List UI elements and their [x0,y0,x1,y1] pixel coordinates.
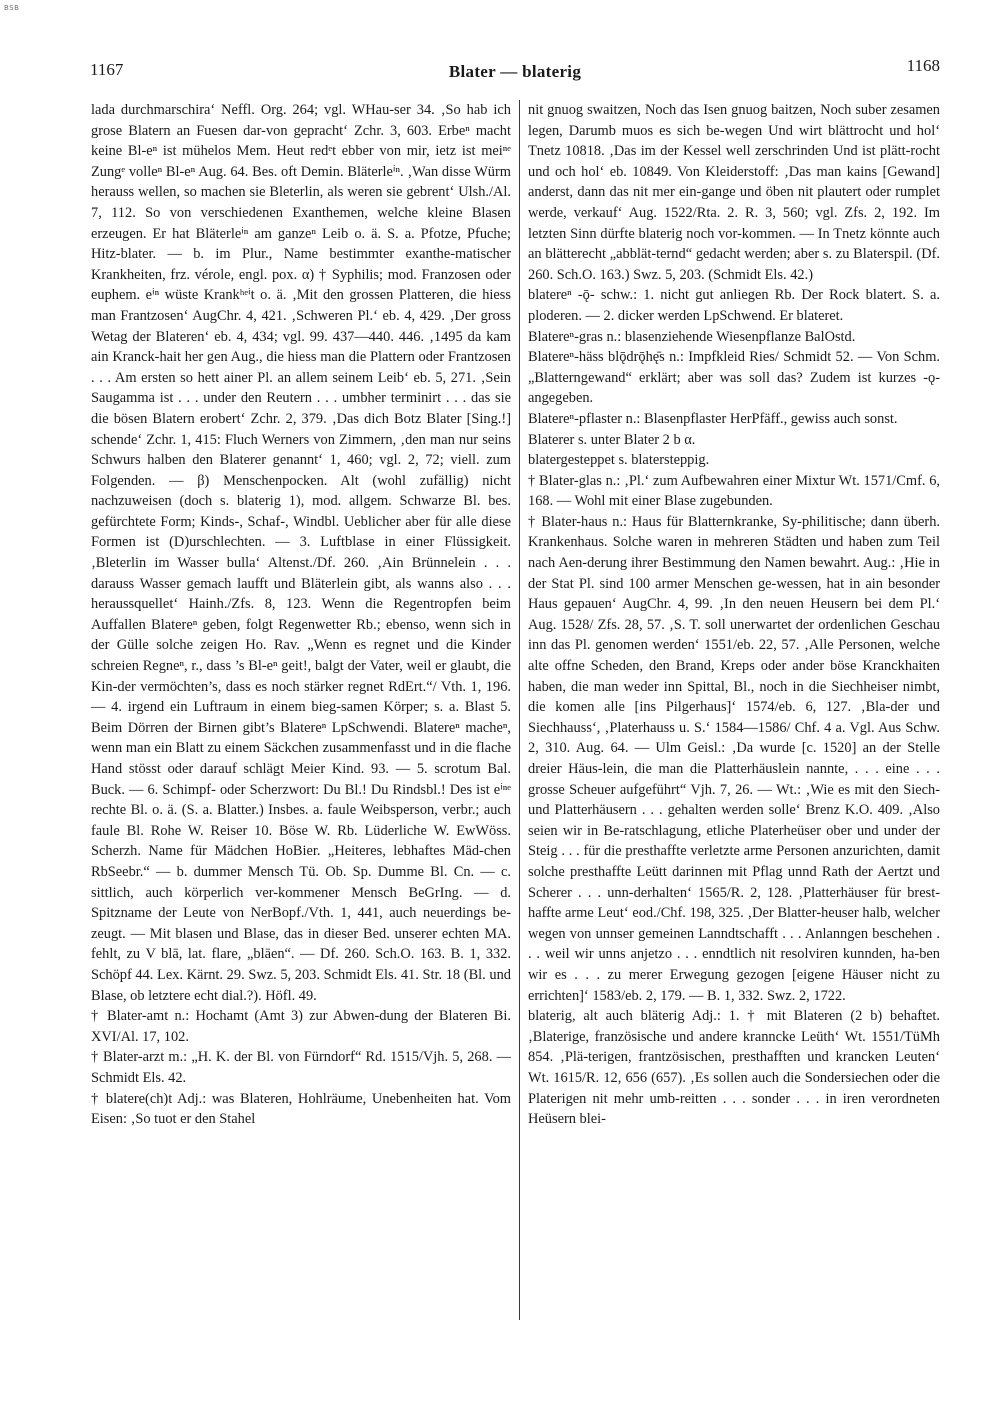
left-column [91,100,511,1130]
entry-blater-glas: † Blater-glas n.: ‚Pl.‘ zum Aufbewahren einer Mixtur Wt. 1571/Cmf. 6, 168. — Wohl mit einer Blase zugebunden. [528,472,940,510]
entry-blaterig: blaterig, alt auch bläterig Adj.: 1. † mit Blateren (2 b) behaftet. ‚Blaterige, französische und andere kranncke Leüth‘ Wt. 1551/TüMh 854. ‚Plä-terigen, frantzösischen, presthafften und krancken Leuten‘ Wt. 1615/R. 12, 656 (657). ‚Es sollen auch die Sondersiechen oder die Platerigen nit mehr umb-reitten . . . sonder . . . in iren verordneten Heüsern blei- [528,1008,940,1128]
running-title: Blater — blaterig [448,62,582,81]
entry-blaterecht: † blatere(ch)t Adj.: was Blateren, Hohlräume, Unebenheiten hat. Vom Eisen: ‚So tuot er den Stahel [91,1090,511,1128]
column-divider [519,100,520,1320]
entry-blateren-pflaster: Blatereⁿ-pflaster n.: Blasenpflaster HerPfäff., gewiss auch sonst. [528,410,898,427]
entry-blateren-hass: Blatereⁿ-häss blǭdrǭhę̄s n.: Impfkleid Ries/ Schmidt 52. — Von Schm. „Blatterngewand“ erklärt; aber was soll das? Zudem ist kurzes -ǫ- angegeben. [528,349,940,407]
entry-blater-haus: † Blater-haus n.: Haus für Blatternkranke, Sy-philitische; dann überh. Krankenhaus. Solche waren in mehreren Städten und haben zum Teil nach Aen-derung ihrer Bestimmung den Namen bewahrt. Aug.: ‚Hie in der Stat Pl. sind 100 armer Menschen ge-wessen, hat in ain besonder Haus gepauen‘ AugChr. 4, 99. ‚In den neuen Heusern bei dem Pl.‘ Aug. 1528/ Zfs. 28, 57. ‚S. T. soll unerwartet der ordenlichen Geschau inn das Pl. genomen werden‘ 1551/eb. 22, 57. ‚Alle Personen, welche alte offne Scheden, den Brand, Kreps oder ander böse Kranckhaiten haben, die man weder inn Spittal, Bl., noch in die Siechheiser nimbt, die komen alle [ins Pilgerhaus]‘ 1574/eb. 6, 127. ‚Bla-der und Siechhauss‘, ‚Platerhauss u. S.‘ 1584—1586/ Chf. 4 a. Vgl. Aus Schw. 2, 310. Aug. 64. — Ulm Geisl.: ‚Da wurde [c. 1520] an der Stelle dreier Häus-lein, die man die Platterhäuslein nannte, . . . eine . . . grosse Scheuer aufgeführt“ Vjh. 7, 26. — Wt.: ‚Wie es mit den Siech- und Platterhäusern . . . gehalten werden solle‘ Brenz K.O. 409. ‚Also seien wir in Be-ratschlagung, etliche Platerheüser ober und under der Steig . . . für die presthaffte verletzte arme Personen anzurichten, damit solche presthaffte Leütt darinnen mit Pflag unnd Rath der Aertzt und Scherer . . . unn-derhalten‘ 1565/R. 2, 128. ‚Platterhäuser für brest-haffte arme Leut‘ eod./Chf. 198, 325. ‚Der Blatter-heuser halb, welcher wegen von unnser gemeinen Lanndtschafft . . . Anlanngen beschehen . . . weil wir unns anjetzo . . . enndtlich nit resolviren kunnden, ha-ben wir es . . . zu merer Erwegung gezogen [eigene Häuser nicht zu errichten]‘ 1583/eb. 2, 179. — B. 1, 332. Swz. 2, 1722. [528,513,940,1004]
right-column [528,100,940,1130]
page-number-left: 1167 [90,60,124,79]
page-number-right: 1168 [906,56,940,75]
entry-blaterer: Blaterer s. unter Blater 2 b α. [528,431,696,448]
entry-blater-continued: lada durchmarschira‘ Neffl. Org. 264; vgl. WHau-ser 34. ‚So hab ich grose Blatern an Fuesen dar-von gepracht‘ Zchr. 3, 603. Erbeⁿ macht keine Bl-eⁿ ist mühelos Mem. Heut redᵉt ebber von mir, ietz ist meiⁿᵉ Zungᵉ volleⁿ Bl-eⁿ Aug. 64. Bes. oft Demin. Bläterleⁱⁿ. ‚Wan disse Würm herauss wellen, so machen sie Bleterlin, als weren sie gebrent‘ Ulsh./Al. 7, 112. So von verschiedenen Exanthemen, welche kleine Blasen erzeugen. Er hat Bläterleⁱⁿ am ganzeⁿ Leib o. ä. S. a. Pfotze, Pfuche; Hitz-blater. — b. im Plur., Name bestimmter exanthe-matischer Krankheiten, frz. vérole, engl. pox. α) † Syphilis; mod. Franzosen oder euphem. eⁱⁿ wüste Krankʰᵉⁱt o. ä. ‚Mit den grossen Platteren, die hiess man Frantzosen‘ AugChr. 4, 421. ‚Schweren Pl.‘ eb. 4, 429. ‚Der gross Wetag der Blateren‘ eb. 4, 434; vgl. 99. 437—440. 446. ‚1495 da kam ain Kranck-hait her gen Aug., die hiess man die Plattern oder Frantzosen . . . Am ersten so hett ainer Pl. an allem seinem Leib‘ eb. 5, 271. ‚Sein Saugamma ist . . . under den Reutern . . . umbher terminirt . . . das sie die bösen Blatern erobert‘ Zchr. 2, 379. ‚Das dich Botz Blater [Sing.!] schende‘ Zchr. 1, 415: Fluch Werners von Zimmern, ‚den man nur seins Schwurs halben den Blaterer genannt‘ 1, 460; vgl. 2, 72; viell. zum Folgenden. — β) Menschenpocken. Alt (wohl zufällig) nicht nachzuweisen (doch s. blaterig 1), mod. allgem. Schwarze Bl. bes. gefürchtete Form; Kinds-, Schaf-, Windbl. Ueblicher aber für alle diese Formen ist (D)urschlechten. — 3. Luftblase in einer Flüssigkeit. ‚Bleterlin im Wasser bulla‘ Altenst./Df. 260. ‚Ain Brünnelein . . . darauss Wasser gemach laufft und Bläterlein gibt, als wanns also . . . heraussquellet‘ Hainh./Zfs. 8, 123. Wenn die Regentropfen beim Auffallen Blatereⁿ geben, folgt Regenwetter Rb.; ebenso, wenn sich in der Gülle solche zeigen Ho. Rav. „Wenn es regnet und die Kinder schreien Regneⁿ, r., dass ’s Bl-eⁿ geit!, balgt der Vater, weil er glaubt, die Kin-der vermöchten’s, dass es noch stärker regnet RdErt.“/ Vth. 1, 196. — 4. irgend ein Luftraum in einem bieg-samen Körper; s. a. Blast 5. Beim Dörren der Birnen gibt’s Blatereⁿ LpSchwendi. Blatereⁿ macheⁿ, wenn man ein Blatt zu einem Säckchen zusammenfasst und in die flache Hand stösst oder darauf schlägt Meier Kind. 93. — 5. scrotum Bal. Buck. — 6. Schimpf- oder Scherzwort: Du Bl.! Du Rindsbl.! Des ist eⁱⁿᵉ rechte Bl. o. ä. (S. a. Blatter.) Insbes. a. faule Weibsperson, verbr.; auch faule Bl. Rohe W. Reiser 10. Böse W. Rb. Lüderliche W. EwWöss. Scherzh. Name für Mädchen HoBier. „Heiteres, lebhaftes Mäd-chen RbSeebr.“ — b. dummer Mensch Tü. Ob. Sp. Dumme Bl. Cn. — c. sittlich, auch körperlich ver-kommener Mensch BeGrIng. — d. Spitzname der Leute von NerBopf./Vth. 1, 441, auch neuerdings be-zeugt. — Mit blasen und Blase, das in dieser Bed. unserer echten MA. fehlt, zu V blā, lat. flare, „blāen“. — Df. 260. Sch.O. 163. B. 1, 332. Schöpf 44. Lex. Kärnt. 29. Swz. 5, 203. Schmidt Els. 41. Str. 18 (Bl. und Blase, ob letztere echt dial.?). Höfl. 49. [91,102,511,1004]
entry-blaterecht-continued: nit gnuog swaitzen, Noch das Isen gnuog baitzen, Noch suber zesamen legen, Darumb muos es sich be-wegen Und wirt blättrocht und hol‘ Tnetz 10818. ‚Das im der Kessel well zerschrinden Und ist plätt-rocht und och hol‘ eb. 10849. Von Kleiderstoff: ‚Das man kains [Gewand] anderst, dann das nit mer ein-gange und öben nit plautert oder rumplet werde, verkauf‘ Aug. 1522/Rta. 2. R. 3, 560; vgl. Zfs. 2, 192. Im letzten Sinn dürfte blaterig noch vor-kommen. — In Tnetz könnte auch an blätterecht „abblät-ternd“ gedacht werden; aber s. zu Blaterspil. (Df. 260. Sch.O. 163.) Swz. 5, 203. (Schmidt Els. 42.) [528,102,940,283]
page-header [90,56,940,90]
entry-blatergesteppet: blatergesteppet s. blatersteppig. [528,452,710,469]
entry-blater-arzt: † Blater-arzt m.: „H. K. der Bl. von Fürndorf“ Rd. 1515/Vjh. 5, 268. — Schmidt Els. 42. [91,1049,511,1086]
entry-blateren: blatereⁿ -ǭ- schw.: 1. nicht gut anliegen Rb. Der Rock blatert. S. a. ploderen. — 2. dicker werden LpSchwend. Er blateret. [528,287,940,324]
library-stamp: BSB [4,4,20,12]
entry-blateren-gras: Blatereⁿ-gras n.: blasenziehende Wiesenpflanze BalOstd. [528,328,856,345]
entry-blater-amt: † Blater-amt n.: Hochamt (Amt 3) zur Abwen-dung der Blateren Bi. XVI/Al. 17, 102. [91,1008,511,1045]
